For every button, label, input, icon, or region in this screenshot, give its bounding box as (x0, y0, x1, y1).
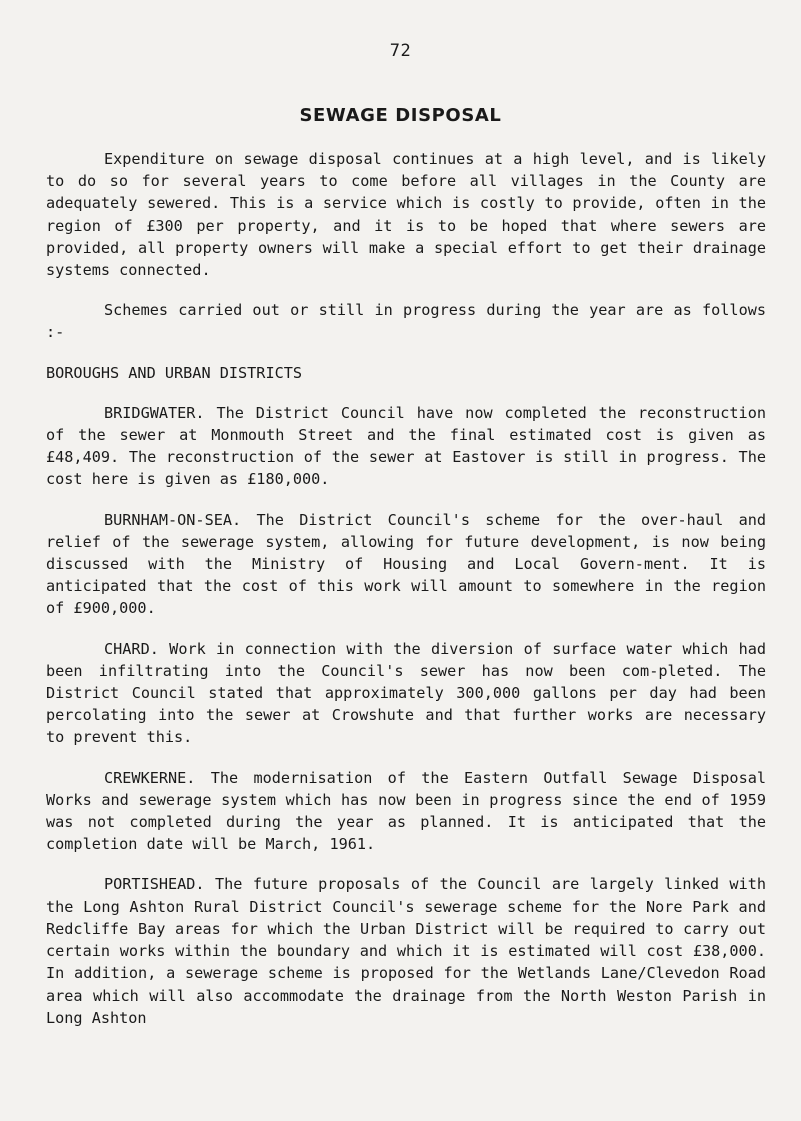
paragraph-chard: CHARD. Work in connection with the diversion of surface water which had been infiltrating into the Council's sewer has now been com-pleted. The District Council stated that approximately 300,000 gallons per day had been percolating into the sewer at Crowshute and that further works are necessary to prevent this. (46, 639, 766, 747)
page-title: SEWAGE DISPOSAL (299, 105, 502, 126)
page-number: 72 (389, 41, 412, 61)
section-heading: BOROUGHS AND URBAN DISTRICTS (46, 363, 303, 382)
paragraph-portishead: PORTISHEAD. The future proposals of the Council are largely linked with the Long Ashton Rural District Council's sewerage scheme for the Nore Park and Redcliffe Bay areas for which the Urban District will be required to carry out certain works within the boundary and which it is estimated will cost £38,000. In addition, a sewerage scheme is proposed for the Wetlands Lane/Clevedon Road area which will also accommodate the drainage from the North Weston Parish in Long Ashton (46, 875, 766, 1027)
paragraph-schemes: Schemes carried out or still in progress during the year are as follows :- (46, 301, 766, 342)
paragraph-crewkerne: CREWKERNE. The modernisation of the Eastern Outfall Sewage Disposal Works and sewerage system which has now been in progress since the end of 1959 was not completed during the year as planned. It is anticipated that the completion date will be March, 1961. (46, 768, 766, 854)
document-body (46, 148, 766, 1029)
paragraph-burnham-on-sea: BURNHAM-ON-SEA. The District Council's scheme for the over-haul and relief of the sewerage system, allowing for future development, is now being discussed with the Ministry of Housing and Local Govern-ment. It is anticipated that the cost of this work will amount to somewhere in the region of £900,000. (46, 510, 766, 618)
paragraph-intro: Expenditure on sewage disposal continues at a high level, and is likely to do so for several years to come before all villages in the County are adequately sewered. This is a service which is costly to provide, often in the region of £300 per property, and it is to be hoped that where sewers are provided, all property owners will make a special effort to get their drainage systems connected. (46, 150, 766, 280)
paragraph-bridgwater: BRIDGWATER. The District Council have now completed the reconstruction of the sewer at Monmouth Street and the final estimated cost is given as £48,409. The reconstruction of the sewer at Eastover is still in progress. The cost here is given as £180,000. (46, 403, 766, 489)
